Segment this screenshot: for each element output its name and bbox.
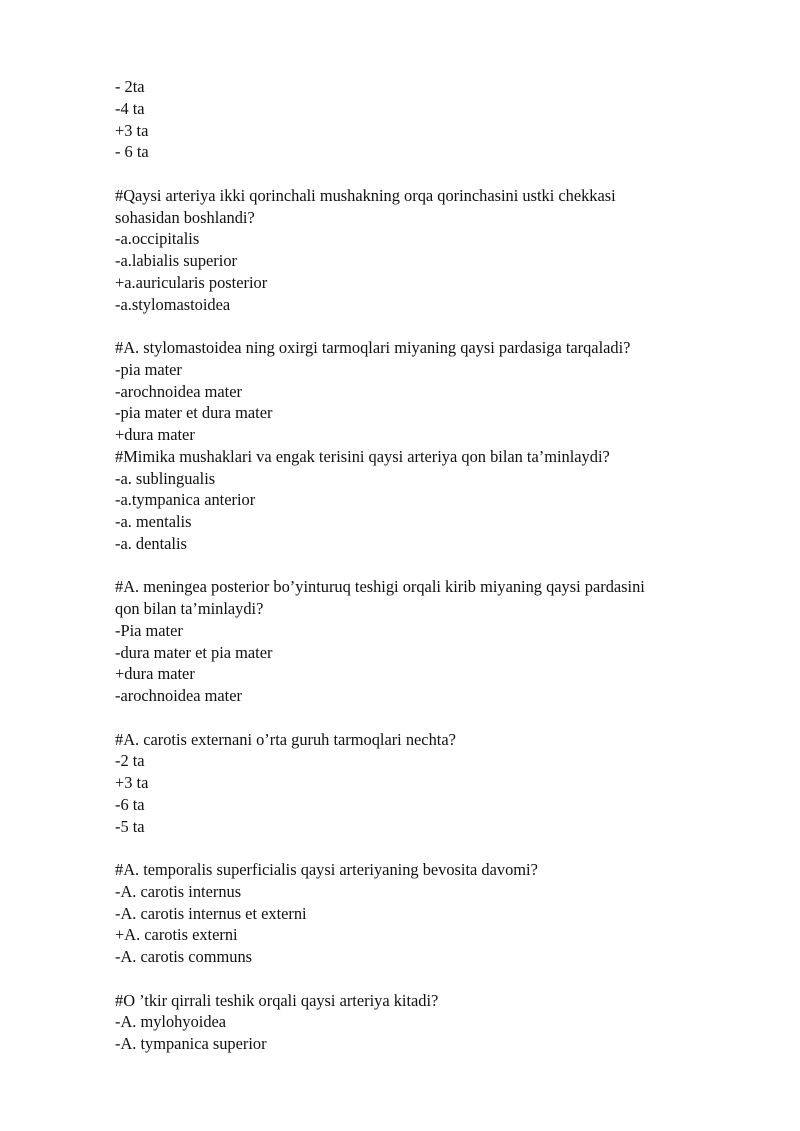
question-text: #A. temporalis superficialis qaysi arteriyaning bevosita davomi? xyxy=(115,860,538,879)
answer-option: -a.occipitalis xyxy=(115,229,200,249)
correct-answer-option: +3 ta xyxy=(115,120,149,140)
correct-answer-option: +A. carotis externi xyxy=(115,925,238,945)
blank-line xyxy=(115,837,755,859)
answer-option: -a.labialis superior xyxy=(115,251,237,270)
blank-line xyxy=(115,163,755,185)
answer-option: -a. mentalis xyxy=(115,512,192,531)
question-text: #A. carotis externani o’rta guruh tarmoqlari nechta? xyxy=(115,729,456,749)
answer-option: -pia mater et dura mater xyxy=(115,403,273,423)
blank-line xyxy=(115,968,755,990)
answer-option: -dura mater et pia mater xyxy=(115,642,273,662)
correct-answer-option: +dura mater xyxy=(115,664,195,684)
answer-option: -a.tympanica anterior xyxy=(115,490,256,510)
answer-option: -arochnoidea mater xyxy=(115,686,242,705)
answer-option: -A. mylohyoidea xyxy=(115,1012,227,1032)
question-text: #A. stylomastoidea ning oxirgi tarmoqlari miyaning qaysi pardasiga tarqaladi? xyxy=(115,338,631,357)
text-line: qon bilan ta’minlaydi? xyxy=(115,599,264,618)
answer-option: -Pia mater xyxy=(115,620,183,640)
answer-option: - 6 ta xyxy=(115,142,149,162)
correct-answer-option: +a.auricularis posterior xyxy=(115,272,268,292)
answer-option: -A. carotis internus et externi xyxy=(115,903,307,923)
answer-option: -a.stylomastoidea xyxy=(115,294,231,314)
answer-option: -a. sublingualis xyxy=(115,468,216,488)
answer-option: - 2ta xyxy=(115,77,145,96)
blank-line xyxy=(115,315,755,337)
question-text: #O ’tkir qirrali teshik orqali qaysi arteriya kitadi? xyxy=(115,990,439,1010)
blank-line xyxy=(115,555,755,577)
answer-option: -5 ta xyxy=(115,816,145,836)
answer-option: -6 ta xyxy=(115,794,145,814)
answer-option: -pia mater xyxy=(115,359,182,379)
question-text: #Qaysi arteriya ikki qorinchali mushakning orqa qorinchasini ustki chekkasi xyxy=(115,185,616,205)
answer-option: -A. tympanica superior xyxy=(115,1034,267,1053)
question-text: #A. meningea posterior bo’yinturuq teshigi orqali kirib miyaning qaysi pardasini xyxy=(115,577,645,597)
blank-line xyxy=(115,707,755,729)
correct-answer-option: +3 ta xyxy=(115,773,149,792)
document-body xyxy=(115,76,755,1055)
correct-answer-option: +dura mater xyxy=(115,425,195,444)
answer-option: -arochnoidea mater xyxy=(115,381,242,401)
answer-option: -a. dentalis xyxy=(115,533,187,553)
text-line: sohasidan boshlandi? xyxy=(115,207,255,227)
answer-option: -2 ta xyxy=(115,751,145,771)
answer-option: -4 ta xyxy=(115,98,145,118)
answer-option: -A. carotis internus xyxy=(115,881,242,901)
answer-option: -A. carotis communs xyxy=(115,947,253,966)
question-text: #Mimika mushaklari va engak terisini qaysi arteriya qon bilan ta’minlaydi? xyxy=(115,446,610,466)
